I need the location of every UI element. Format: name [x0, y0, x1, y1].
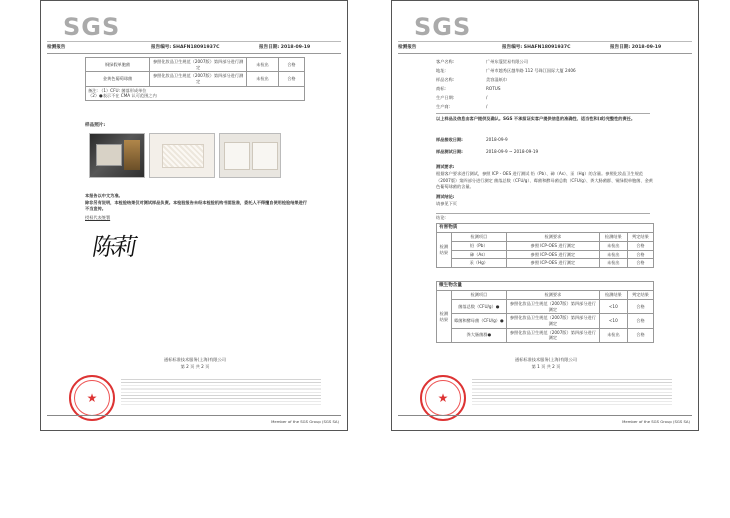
cell-item: 金黄色葡萄球菌 — [86, 72, 150, 86]
cell-judgement: 合格 — [278, 72, 304, 86]
table-row — [437, 250, 654, 259]
report-page-2 — [40, 0, 348, 431]
table-section-row — [437, 282, 654, 291]
cell-result: 未检出 — [247, 58, 279, 72]
col-judgement: 判定结果 — [627, 233, 653, 242]
table-header-row — [437, 291, 654, 300]
result-lead: 结论: — [436, 215, 446, 220]
sgs-member-note: Member of the SGS Group (SGS SA) — [271, 419, 339, 424]
seal-star-icon: ★ — [86, 391, 98, 405]
cell-requirement: 参照 ICP-OES 进行测定 — [506, 241, 599, 250]
brand-label: 商标: — [436, 86, 446, 91]
cell-judgement: 合格 — [627, 314, 653, 328]
cell-item: 菌落总数（CFU/g）● — [451, 299, 506, 313]
col-item: 检测项目 — [451, 233, 506, 242]
hazardous-substances-table — [436, 223, 654, 268]
header-rule — [47, 41, 341, 42]
header-title: 检测报告 — [47, 45, 66, 50]
table-row — [86, 58, 305, 72]
header-rule — [398, 41, 692, 42]
sample-photo-package — [89, 133, 145, 178]
col-judgement: 判定结果 — [627, 291, 653, 300]
footer-rule — [47, 415, 341, 416]
cell-result: 未检出 — [247, 72, 279, 86]
cell-judgement: 合格 — [627, 241, 653, 250]
test-conclusion-label: 测试结论: — [436, 194, 455, 199]
cell-requirement: 参照化妆品卫生规范（2007版）第四部分进行测定 — [506, 314, 599, 328]
table-row — [86, 72, 305, 86]
note-1: （1）CFU: 菌落形成单位 — [99, 87, 147, 93]
side-label: 检测结果 — [437, 291, 452, 343]
report-page-1 — [391, 0, 699, 431]
handwritten-signature: 陈莉 — [90, 233, 138, 261]
col-result: 检测结果 — [599, 233, 627, 242]
cell-result: 未检出 — [599, 328, 627, 342]
cell-judgement: 合格 — [627, 250, 653, 259]
sgs-member-note: Member of the SGS Group (SGS SA) — [622, 419, 690, 424]
disclaimer-line-1: 本报告以中文为准。 — [85, 193, 123, 198]
cell-item: 铅（Pb） — [451, 241, 506, 250]
section-microbial: 微生物含量 — [437, 282, 654, 291]
table-row — [437, 259, 654, 268]
cell-judgement: 合格 — [627, 259, 653, 268]
disclaimer-line-2: 除非另有说明，本检验结果仅对测试样品负责。本检验报告未经本检验机构书面批准，委托人不得擅自使用检验结果进行不当宣传。 — [85, 199, 307, 212]
col-requirement: 检测要求 — [506, 233, 599, 242]
section-hazardous: 有害物质 — [437, 224, 654, 233]
footer-page-number: 第 1 页 共 2 页 — [531, 363, 561, 369]
testing-date-label: 样品测试日期: — [436, 149, 463, 154]
header-report-date: 报告日期: 2018-09-19 — [259, 45, 311, 50]
cell-result: <10 — [599, 314, 627, 328]
table-row-notes — [86, 86, 305, 100]
address-value: 广州市越秀区越华路 112 号珠江国际大厦 2406 — [486, 68, 576, 73]
sample-wipe-card — [96, 144, 122, 166]
table-section-row — [437, 224, 654, 233]
cell-item: 铜绿假单胞菌 — [86, 58, 150, 72]
table-row — [437, 241, 654, 250]
test-conclusion-value: 请参见下页 — [436, 201, 457, 206]
sample-name-label: 样品名称: — [436, 77, 455, 82]
brand-value: ROTUS — [486, 86, 501, 91]
disclaimer — [85, 193, 309, 213]
footer-page-number: 第 2 页 共 2 页 — [180, 363, 210, 369]
sample-name-value: 美容湿纸巾 — [486, 77, 507, 82]
cell-judgement: 合格 — [627, 328, 653, 342]
col-item: 检测项目 — [451, 291, 506, 300]
header-report-no: 报告编号: SHAFN18091937C — [151, 45, 220, 50]
fine-print-block — [121, 379, 321, 405]
cell-result: 未检出 — [599, 259, 627, 268]
address-label: 地址: — [436, 68, 446, 73]
production-date-label: 生产日期: — [436, 95, 455, 100]
cell-judgement: 合格 — [278, 58, 304, 72]
header-divider — [398, 53, 692, 54]
client-name-label: 客户名称: — [436, 59, 455, 64]
cell-result: <10 — [599, 299, 627, 313]
table-row — [437, 299, 654, 313]
cell-requirement: 参照化妆品卫生规范（2007版）第四部分进行测定 — [506, 299, 599, 313]
test-request-text: 根据客户要求进行测试，参照 ICP - OES 进行测试 铅（Pb）、砷（As）、汞（Hg）的含量。参照化妆品卫生规范（2007版）第四部分进行测定 菌落总数（CFU/g）、霉菌和酵母菌总数（CFU/g）、粪大肠菌群、铜绿假单胞菌、金黄色葡萄球菌的含量。 — [436, 171, 653, 190]
header-divider — [47, 53, 341, 54]
photos-label: 样品照片: — [85, 123, 106, 128]
provided-info-notice: 以上样品及信息由客户提供及确认。SGS 不承担证实客户提供信息的准确性、适当性和(或)完整性的责任。 — [436, 116, 636, 121]
cell-requirement: 参照化妆品卫生规范（2007版）第四部分进行测定 — [506, 328, 599, 342]
testing-date-value: 2018-09-9 ~ 2018-09-19 — [486, 149, 539, 154]
received-date-value: 2018-09-9 — [486, 137, 508, 142]
sample-photo-wipe — [149, 133, 215, 178]
footer-company-name: 通标标准技术服务(上海)有限公司 — [515, 357, 577, 362]
table-row — [437, 314, 654, 328]
signatory-label: 授权代表签署 — [85, 215, 111, 220]
cell-result: 未检出 — [599, 241, 627, 250]
col-result: 检测结果 — [599, 291, 627, 300]
col-requirement: 检测要求 — [506, 291, 599, 300]
footer-company — [41, 357, 349, 370]
header-title: 检测报告 — [398, 45, 417, 50]
header-report-date: 报告日期: 2018-09-19 — [610, 45, 662, 50]
cell-requirement: 参照 ICP-OES 进行测定 — [506, 250, 599, 259]
divider — [436, 113, 650, 114]
production-date-value: / — [486, 95, 488, 100]
folded-wipe-right — [252, 142, 278, 170]
table-header-row — [437, 233, 654, 242]
sgs-logo: SGS — [414, 13, 472, 41]
cell-judgement: 合格 — [627, 299, 653, 313]
manufacturer-label: 生产商: — [436, 104, 450, 109]
sample-package-stripe — [124, 140, 140, 170]
notes-cell — [86, 86, 305, 100]
cell-requirement: 参照化妆品卫生规范（2007版）第四部分进行测定 — [150, 72, 247, 86]
divider — [436, 213, 650, 214]
cell-item: 粪大肠菌群● — [451, 328, 506, 342]
fine-print-block — [472, 379, 672, 405]
table-row — [437, 328, 654, 342]
cell-item: 汞（Hg） — [451, 259, 506, 268]
received-date-label: 样品接收日期: — [436, 137, 463, 142]
seal-star-icon: ★ — [437, 391, 449, 405]
sgs-logo: SGS — [63, 13, 121, 41]
cell-requirement: 参照 ICP-OES 进行测定 — [506, 259, 599, 268]
test-request-label: 测试要求: — [436, 164, 455, 169]
folded-wipe-left — [224, 142, 250, 170]
cell-result: 未检出 — [599, 250, 627, 259]
note-2: （2）●表示不在 CMA 认可范围之内 — [88, 93, 157, 99]
cell-requirement: 参照化妆品卫生规范（2007版）第四部分进行测定 — [150, 58, 247, 72]
footer-company-name: 通标标准技术服务(上海)有限公司 — [164, 357, 226, 362]
manufacturer-value: / — [486, 104, 488, 109]
side-label: 检测结果 — [437, 233, 452, 268]
notes-lead: 备注: — [88, 87, 98, 93]
cell-item: 霉菌和酵母菌（CFU/g）● — [451, 314, 506, 328]
microbial-content-table — [436, 281, 654, 343]
client-name-value: 广州东蔻贸易有限公司 — [486, 59, 528, 64]
header-report-no: 报告编号: SHAFN18091937C — [502, 45, 571, 50]
results-table-continued — [85, 57, 305, 101]
sample-photo-folded-wipes — [219, 133, 281, 178]
sample-wipe-texture — [162, 144, 204, 168]
footer-rule — [398, 415, 692, 416]
footer-company — [392, 357, 700, 370]
cell-item: 砷（As） — [451, 250, 506, 259]
